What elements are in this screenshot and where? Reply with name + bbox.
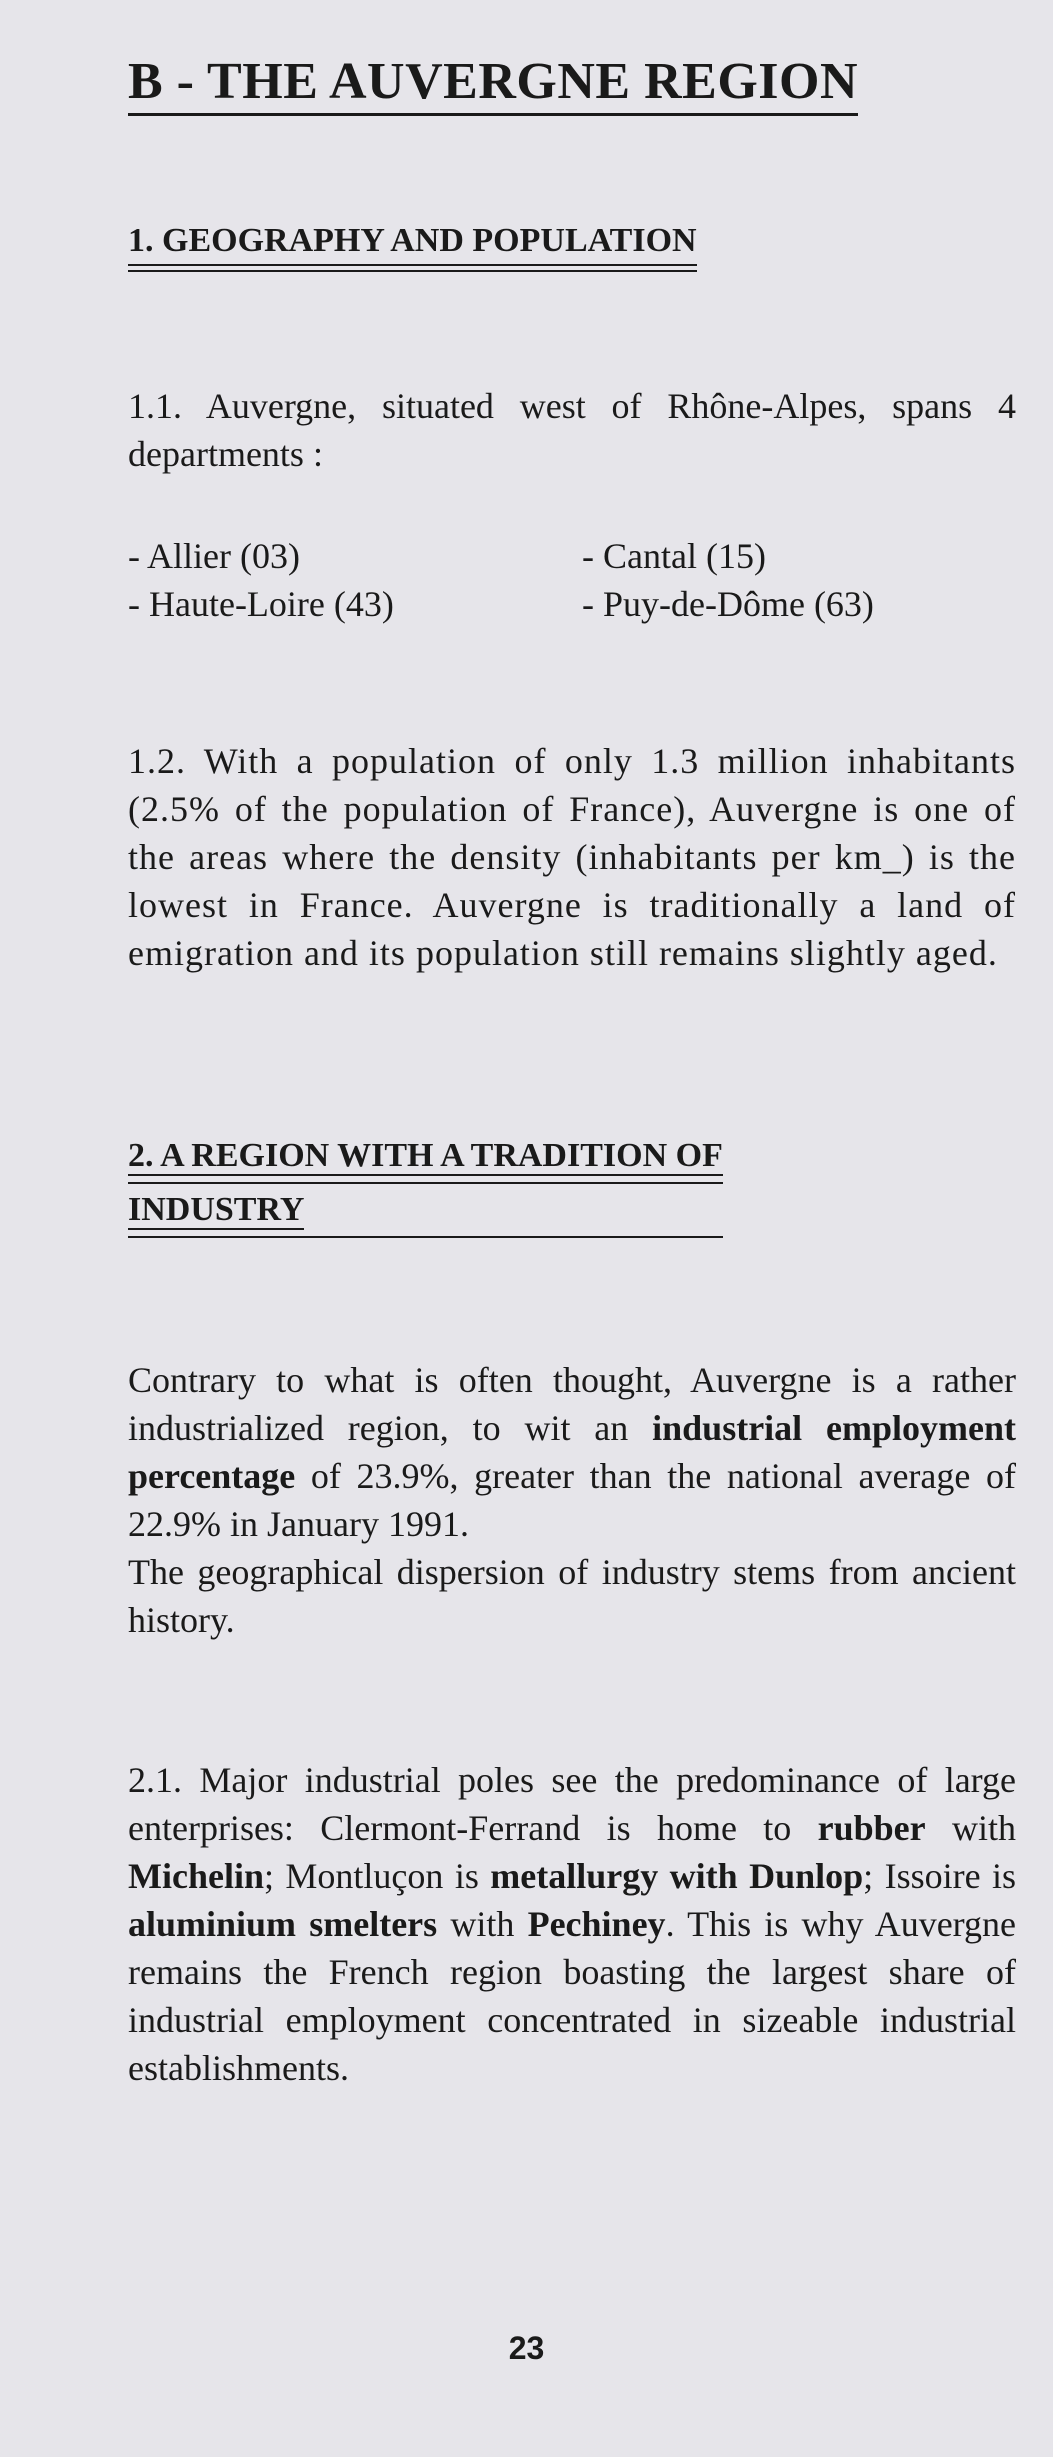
emphasis-text: industrial employment percentage [128,1408,1017,1496]
text-run: Contrary to what is often thought, Auvergne is a rather industrialized region, to wit an [128,1360,1016,1448]
paragraph-1-1: 1.1. Auvergne, situated west of Rhône-Alpes, spans 4 departments : [128,386,1016,474]
emphasis-text: Michelin [128,1856,264,1896]
emphasis-text: metallurgy with Dunlop [490,1856,864,1896]
section-1-heading: 1. GEOGRAPHY AND POPULATION [128,222,697,266]
text-run: with [925,1808,1016,1848]
section-2-heading-line-1: 2. A REGION WITH A TRADITION OF [128,1137,723,1174]
text-run: with [437,1904,528,1944]
section-2-heading-line-2: INDUSTRY [128,1191,305,1228]
text-run: of 23.9%, greater than the national average of 22.9% in January 1991. [128,1456,1016,1544]
text-run: . This is why Auvergne remains the French region boasting the largest share of industrial employment concentrated in sizeable industrial establishments. [128,1904,1016,2088]
paragraph-2-1 [128,1756,1016,2092]
text-run: 2.1. Major industrial poles see the predominance of large enterprises: Clermont-Ferrand is home to [128,1760,1016,1848]
departments-row [128,532,928,580]
emphasis-text: aluminium smelters [128,1904,438,1944]
text-run: ; Montluçon is [263,1856,491,1896]
department-item: - Cantal (15) [582,536,766,576]
departments-row [128,580,928,628]
departments-list [128,532,928,628]
paragraph-2-intro [128,1356,1016,1644]
department-item: - Puy-de-Dôme (63) [582,584,874,624]
page-title: B - THE AUVERGNE REGION [128,52,858,116]
department-item: - Haute-Loire (43) [128,584,394,624]
emphasis-text: Pechiney [527,1904,666,1944]
page-number: 23 [508,2330,545,2366]
department-item: - Allier (03) [128,536,300,576]
text-run: ; Issoire is [863,1856,1016,1896]
section-2-heading [128,1130,723,1238]
text-run: The geographical dispersion of industry stems from ancient history. [128,1552,1016,1640]
emphasis-text: rubber [817,1808,926,1848]
paragraph-1-2: 1.2. With a population of only 1.3 million inhabitants (2.5% of the population of France), Auvergne is one of the areas where the density (inhabitants per km_) is the lowest in France. Auvergne is traditionally a land of emigration and its population still remains slightly aged. [128,741,1016,973]
